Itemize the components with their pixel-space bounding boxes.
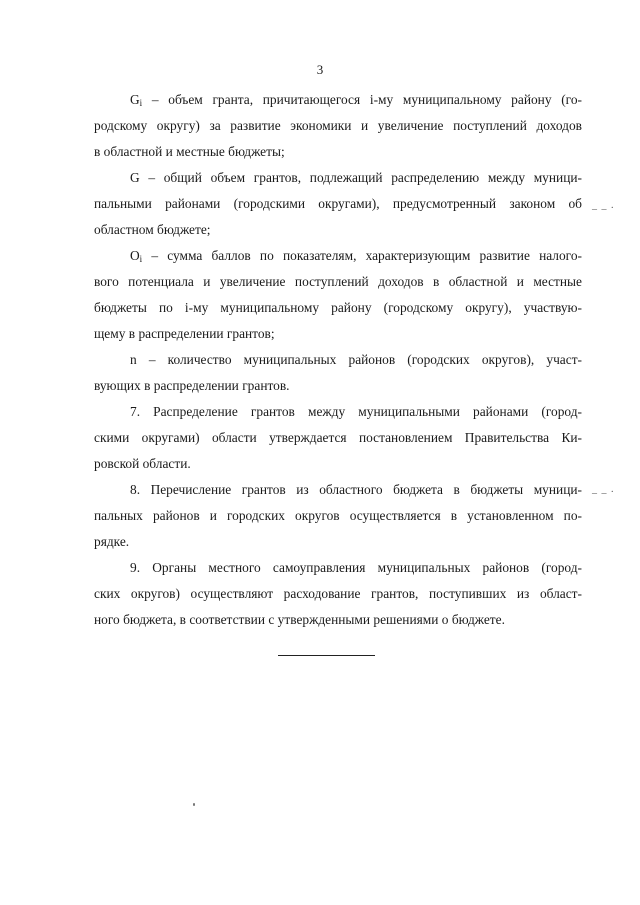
definition-oi-text: – сумма баллов по показателям, характеризующим развитие налого- <box>142 248 582 263</box>
definition-oi-line-2: вого потенциала и увеличение поступлений доходов в областной и местные <box>94 274 582 289</box>
margin-mark: _ _ . <box>592 200 615 211</box>
definition-n-line-2: вующих в распределении грантов. <box>94 378 290 393</box>
definition-g-line-2: пальными районами (городскими округами), предусмотренный законом об <box>94 196 582 211</box>
definition-oi-line-4: щему в распределении грантов; <box>94 326 275 341</box>
definition-gi-line-3: в областной и местные бюджеты; <box>94 144 285 159</box>
item-8-line-2: пальных районов и городских округов осуществляется в установленном по- <box>94 508 582 523</box>
item-7-line-2: скими округами) области утверждается постановлением Правительства Ки- <box>94 430 582 445</box>
item-9-line-2: ских округов) осуществляют расходование грантов, поступивших из област- <box>94 586 582 601</box>
symbol-g: G <box>130 92 140 107</box>
item-9-line-3: ного бюджета, в соответствии с утвержденными решениями о бюджете. <box>94 612 505 627</box>
page-number: 3 <box>316 62 324 77</box>
definition-gi-line-1 <box>130 92 582 111</box>
scan-speck <box>193 803 195 806</box>
definition-g-line-1: G – общий объем грантов, подлежащий распределению между муници- <box>130 170 582 185</box>
symbol-o: O <box>130 248 140 263</box>
item-9-line-1: 9. Органы местного самоуправления муниципальных районов (город- <box>130 560 582 575</box>
subscript-i: i <box>139 98 143 108</box>
definition-oi-line-3: бюджеты по i-му муниципальному району (городскому округу), участвую- <box>94 300 582 315</box>
item-7-line-3: ровской области. <box>94 456 191 471</box>
subscript-i: i <box>139 254 143 264</box>
definition-n-line-1: n – количество муниципальных районов (городских округов), участ- <box>130 352 582 367</box>
definition-gi-line-2: родскому округу) за развитие экономики и увеличение поступлений доходов <box>94 118 582 133</box>
item-8-line-1: 8. Перечисление грантов из областного бюджета в бюджеты муници- <box>130 482 582 497</box>
item-8-line-3: рядке. <box>94 534 130 549</box>
definition-g-line-3: областном бюджете; <box>94 222 211 237</box>
definition-gi-text: – объем гранта, причитающегося i-му муниципальному району (го- <box>142 92 582 107</box>
end-of-text-rule <box>278 655 375 656</box>
margin-mark: _ _ . <box>592 484 615 495</box>
definition-oi-line-1 <box>130 248 582 267</box>
item-7-line-1: 7. Распределение грантов между муниципальными районами (город- <box>130 404 582 419</box>
